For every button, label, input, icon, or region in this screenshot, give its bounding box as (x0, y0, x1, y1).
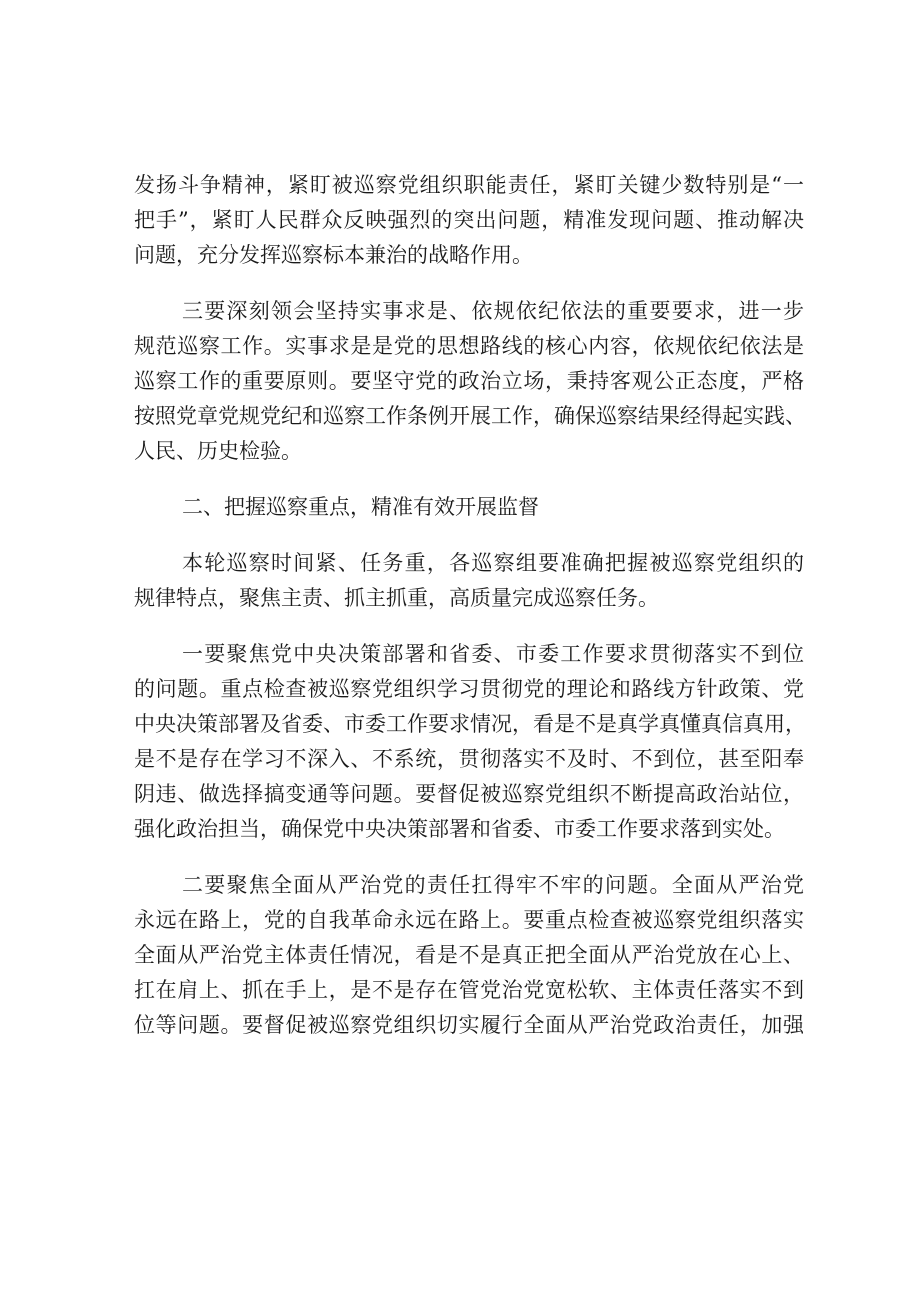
text-line: 一要聚焦党中央决策部署和省委、市委工作要求贯彻落实不到位 (182, 642, 804, 666)
section-heading-text: 二、把握巡察重点，精准有效开展监督 (182, 495, 539, 519)
text-line: 规范巡察工作。实事求是是党的思想路线的核心内容，依规依纪依法是 (134, 334, 804, 358)
text-line: 本轮巡察时间紧、任务重，各巡察组要准确把握被巡察党组织的 (182, 551, 804, 575)
text-line: 永远在路上，党的自我革命永远在路上。要重点检查被巡察党组织落实 (134, 908, 804, 932)
text-line: 规律特点，聚焦主责、抓主抓重，高质量完成巡察任务。 (134, 586, 659, 610)
paragraph-gap (134, 273, 804, 294)
text-line: 中央决策部署及省委、市委工作要求情况，看是不是真学真懂真信真用， (134, 712, 806, 736)
text-line: 问题，充分发挥巡察标本兼治的战略作用。 (134, 243, 533, 267)
paragraph-point-three (134, 294, 804, 469)
paragraph-gap (134, 616, 804, 637)
text-line: 位等问题。要督促被巡察党组织切实履行全面从严治党政治责任，加强 (134, 1013, 804, 1037)
paragraph-gap (134, 525, 804, 546)
document-body (134, 168, 804, 1043)
text-line: 巡察工作的重要原则。要坚守党的政治立场，秉持客观公正态度，严格 (134, 369, 804, 393)
paragraph-continuation (134, 168, 804, 273)
text-line: 二要聚焦全面从严治党的责任扛得牢不牢的问题。全面从严治党 (182, 873, 804, 897)
text-line: 强化政治担当，确保党中央决策部署和省委、市委工作要求落到实处。 (134, 817, 785, 841)
text-line: 把手”，紧盯人民群众反映强烈的突出问题，精准发现问题、推动解决 (134, 208, 804, 232)
text-line: 按照党章党规党纪和巡察工作条例开展工作，确保巡察结果经得起实践、 (134, 404, 806, 428)
section-heading (134, 490, 804, 525)
text-line: 阴违、做选择搞变通等问题。要督促被巡察党组织不断提高政治站位， (134, 782, 804, 806)
paragraph-point-one (134, 637, 804, 847)
paragraph-point-two (134, 868, 804, 1043)
paragraph-gap (134, 469, 804, 490)
text-line: 发扬斗争精神，紧盯被巡察党组织职能责任，紧盯关键少数特别是“一 (134, 173, 804, 197)
text-line: 的问题。重点检查被巡察党组织学习贯彻党的理论和路线方针政策、党 (134, 677, 804, 701)
text-line: 三要深刻领会坚持实事求是、依规依纪依法的重要要求，进一步 (182, 299, 804, 323)
text-line: 扛在肩上、抓在手上，是不是存在管党治党宽松软、主体责任落实不到 (134, 978, 804, 1002)
text-line: 全面从严治党主体责任情况，看是不是真正把全面从严治党放在心上、 (134, 943, 804, 967)
paragraph-intro (134, 546, 804, 616)
text-line: 人民、历史检验。 (134, 439, 302, 463)
paragraph-gap (134, 847, 804, 868)
text-line: 是不是存在学习不深入、不系统，贯彻落实不及时、不到位，甚至阳奉 (134, 747, 804, 771)
